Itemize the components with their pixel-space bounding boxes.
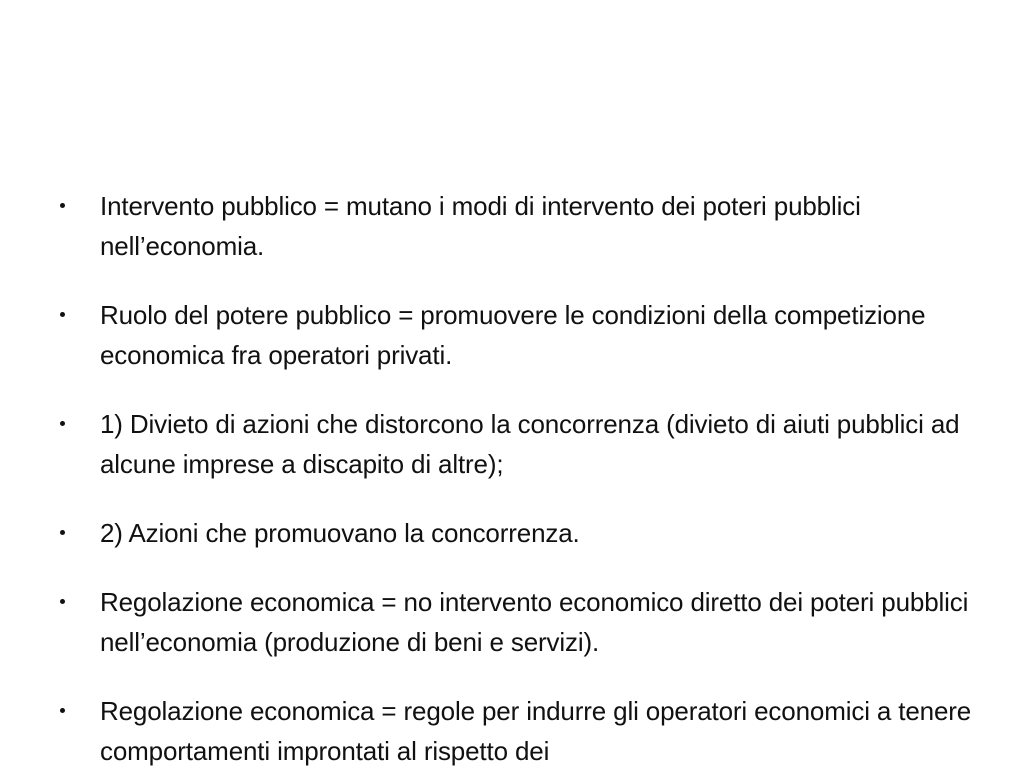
bullet-point-icon [60, 708, 65, 713]
bullet-text: 2) Azioni che promuovano la concorrenza. [100, 518, 580, 548]
bullet-item [56, 513, 976, 553]
bullet-point-icon [60, 203, 65, 208]
bullet-item [56, 186, 976, 266]
bullet-text: Intervento pubblico = mutano i modi di intervento dei poteri pubblici nell’economia. [100, 191, 861, 261]
bullet-list [56, 186, 976, 768]
bullet-item [56, 691, 976, 768]
bullet-item [56, 295, 976, 375]
bullet-point-icon [60, 421, 65, 426]
bullet-text: Ruolo del potere pubblico = promuovere le condizioni della competizione economica fra operatori privati. [100, 300, 926, 370]
bullet-text: Regolazione economica = regole per indurre gli operatori economici a tenere comportamenti improntati al rispetto dei [100, 696, 972, 766]
bullet-point-icon [60, 530, 65, 535]
bullet-point-icon [60, 599, 65, 604]
bullet-item [56, 582, 976, 662]
bullet-text: 1) Divieto di azioni che distorcono la concorrenza (divieto di aiuti pubblici ad alcune imprese a discapito di altre); [100, 409, 960, 479]
bullet-text: Regolazione economica = no intervento economico diretto dei poteri pubblici nell’economia (produzione di beni e servizi). [100, 587, 969, 657]
bullet-item [56, 404, 976, 484]
bullet-point-icon [60, 312, 65, 317]
